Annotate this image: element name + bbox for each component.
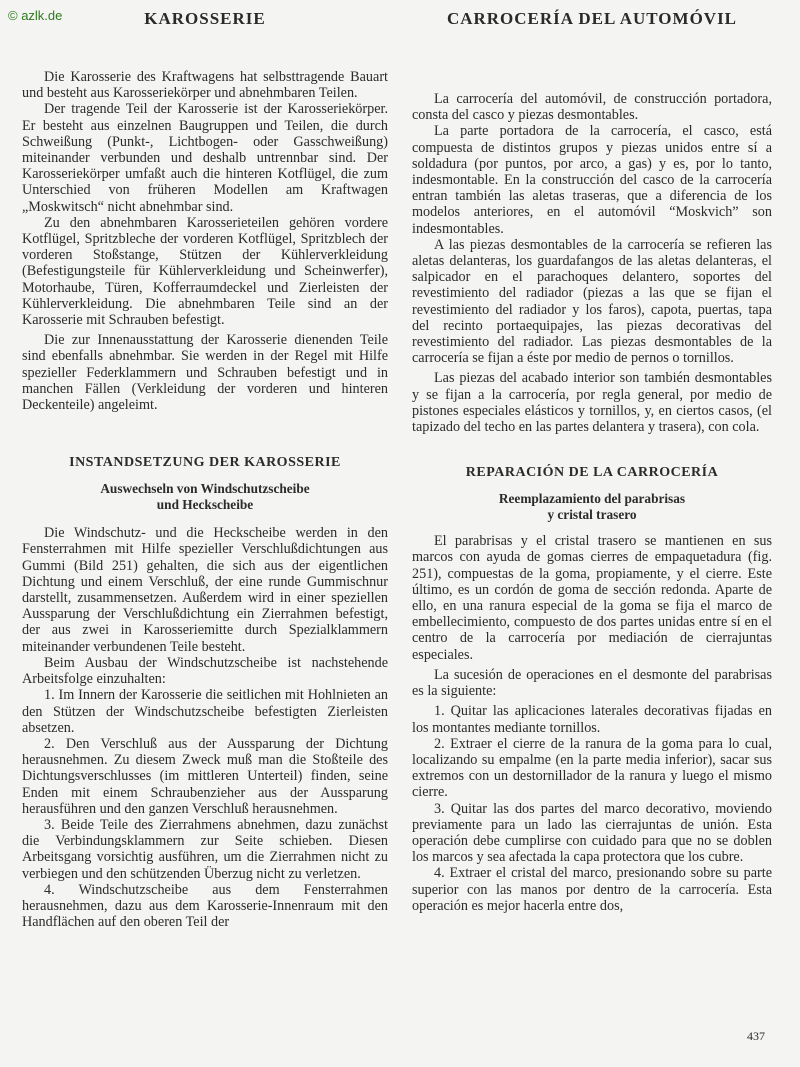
subsection-title-line: Reemplazamiento del parabrisas <box>498 491 686 507</box>
page-number: 437 <box>747 1029 765 1043</box>
list-item: 2. Den Verschluß aus der Aussparung der Dichtung herausnehmen. Zu diesem Zweck muß man die Stoßteile des Dichtungsverschlusses (im mittleren Unterteil) finden, seine Enden mit einem Schraubenzieher aus der Aussparung herausführen und den ganzen Verschluß herausnehmen. <box>22 735 388 817</box>
subsection-title-spanish <box>412 491 772 523</box>
paragraph: La sucesión de operaciones en el desmonte del parabrisas es la siguiente: <box>412 666 772 700</box>
paragraph: Die zur Innenausstattung der Karosserie dienenden Teile sind ebenfalls abnehmbar. Sie werden in der Regel mit Hilfe spezieller Federklammern und Schrauben befestigt und in manchen Fällen (Verkleidung der vorderen und hinteren Deckenteile) angeleimt. <box>22 332 388 414</box>
list-item: 4. Windschutzscheibe aus dem Fensterrahmen herausnehmen, dazu aus dem Karosserie-Innenraum mit den Handflächen auf den oberen Teil der <box>22 881 388 931</box>
subsection-title-german <box>22 481 388 513</box>
page-title-spanish: CARROCERÍA DEL AUTOMÓVIL <box>446 9 738 28</box>
german-column <box>22 0 388 930</box>
subsection-title-line: Auswechseln von Windschutzscheibe <box>100 481 310 497</box>
section-title-spanish: REPARACIÓN DE LA CARROCERÍA <box>465 465 719 481</box>
subsection-title-line: y cristal trasero <box>547 507 637 523</box>
watermark: © azlk.de <box>8 8 63 23</box>
list-item: 1. Quitar las aplicaciones laterales decorativas fijadas en los montantes mediante tornillos. <box>412 703 772 736</box>
page-title-german: KAROSSERIE <box>144 9 266 28</box>
list-item: 2. Extraer el cierre de la ranura de la goma para lo cual, localizando su empalme (en la parte media inferior), sacar sus extremos con un destornillador de la ranura y luego el mismo cierre. <box>412 735 772 801</box>
paragraph: La carrocería del automóvil, de construcción portadora, consta del casco y piezas desmontables. <box>412 91 772 124</box>
list-item: 3. Quitar las dos partes del marco decorativo, moviendo previamente para un lado las cierrajuntas de unión. Esta operación debe cumplirse con cuidado para que no se doblen los marcos y sea afectada la capa protectora que los cubre. <box>412 800 772 866</box>
paragraph: El parabrisas y el cristal trasero se mantienen en sus marcos con ayuda de gomas cierres de empaquetadura (fig. 251), compuestas de la goma, propiamente, y el cierre. Este último, es un cordón de goma de sección redonda. Aparte de ello, en una ranura especial de la goma se fija el marco de embellecimiento, compuesto de dos partes unidas entre sí en el centro de la carrocería por mediación de cierrajuntas especiales. <box>412 533 772 663</box>
paragraph: Die Windschutz- und die Heckscheibe werden in den Fensterrahmen mit Hilfe spezieller Verschlußdichtungen aus Gummi (Bild 251) gehalten, die sich aus der eigentlichen Dichtung und einem Verschluß, der eine runde Gummischnur darstellt, zusammensetzen. Außerdem wird in einer speziellen Aussparung der Verschlußdichtung ein Zierrahmen befestigt, der aus zwei in Karosseriemitte durch Spezialklammern miteinander verbundenen Teile besteht. <box>22 525 388 655</box>
list-item: 4. Extraer el cristal del marco, presionando sobre su parte superior con las manos por dentro de la carrocería. Esta operación es mejor hacerla entre dos, <box>412 865 772 914</box>
paragraph: A las piezas desmontables de la carrocería se refieren las aletas delanteras, los guardafangos de las aletas delanteras, el salpicador en el parachoques delantero, soportes del revestimiento del radiador (piezas a las que se fijan el revestimiento del radiador y los faros), capota, puertas, tapa del recinto portaequipajes, las piezas decorativas del revestimiento del radiador. Las piezas desmontables de la carrocería se fijan a éste por medio de pernos o tornillos. <box>412 236 772 367</box>
section-title-german: INSTANDSETZUNG DER KAROSSERIE <box>69 455 341 471</box>
paragraph: Der tragende Teil der Karosserie ist der Karosseriekörper. Er besteht aus einzelnen Baugruppen und Teilen, die durch Schweißung (Punkt-, Lichtbogen- oder Gasschweißung) miteinander verbunden und deshalb untrennbar sind. Der Karosseriekörper umfaßt auch die hinteren Kotflügel, die zum Unterschied von früheren Modellen am Kraftwagen „Moskwitsch“ nicht abnehmbar sind. <box>22 101 388 215</box>
paragraph: Beim Ausbau der Windschutzscheibe ist nachstehende Arbeitsfolge einzuhalten: <box>22 654 388 688</box>
paragraph: Las piezas del acabado interior son también desmontables y se fijan a la carrocería, por regla general, por medio de pistones especiales elásticos y tornillos, y, en ciertos casos, (el tapizado del techo en las partes delantera y trasera), con cola. <box>412 370 772 436</box>
list-item: 1. Im Innern der Karosserie die seitlichen mit Hohlnieten an den Stützen der Windschutzscheibe befestigten Zierleisten absetzen. <box>22 687 388 736</box>
spanish-column <box>412 0 772 914</box>
paragraph: Zu den abnehmbaren Karosserieteilen gehören vordere Kotflügel, Spritzbleche der vorderen Kotflügel, Spritzblech der vorderen Stoßstange, Stützen der Kühlerverkleidung (Befestigungsteile für Kühlerverkleidung und Scheinwerfer), Motorhaube, Türen, Kofferraumdeckel und Zierleisten der Kühlerverkleidung. Die abnehmbaren Teile sind an der Karosserie mit Schrauben befestigt. <box>22 214 388 329</box>
paragraph: La parte portadora de la carrocería, el casco, está compuesta de distintos grupos y piezas unidos entre sí a soldadura (por puntos, por arco, a gas) y es, por lo tanto, indesmontable. En la construcción del casco de la carrocería entran también las aletas traseras, que a diferencia de los modelos anteriores, en el automóvil “Moskvich” son indesmontables. <box>412 123 772 237</box>
list-item: 3. Beide Teile des Zierrahmens abnehmen, dazu zunächst die Verbindungsklammern zur Seite schieben. Diesen Arbeitsgang vorsichtig ausführen, um die Zierrahmen nicht zu verbiegen und den schützenden Überzug nicht zu verletzen. <box>22 816 388 882</box>
subsection-title-line: und Heckscheibe <box>156 497 254 513</box>
paragraph: Die Karosserie des Kraftwagens hat selbsttragende Bauart und besteht aus Karosseriekörper und abnehmbaren Teilen. <box>22 69 388 102</box>
